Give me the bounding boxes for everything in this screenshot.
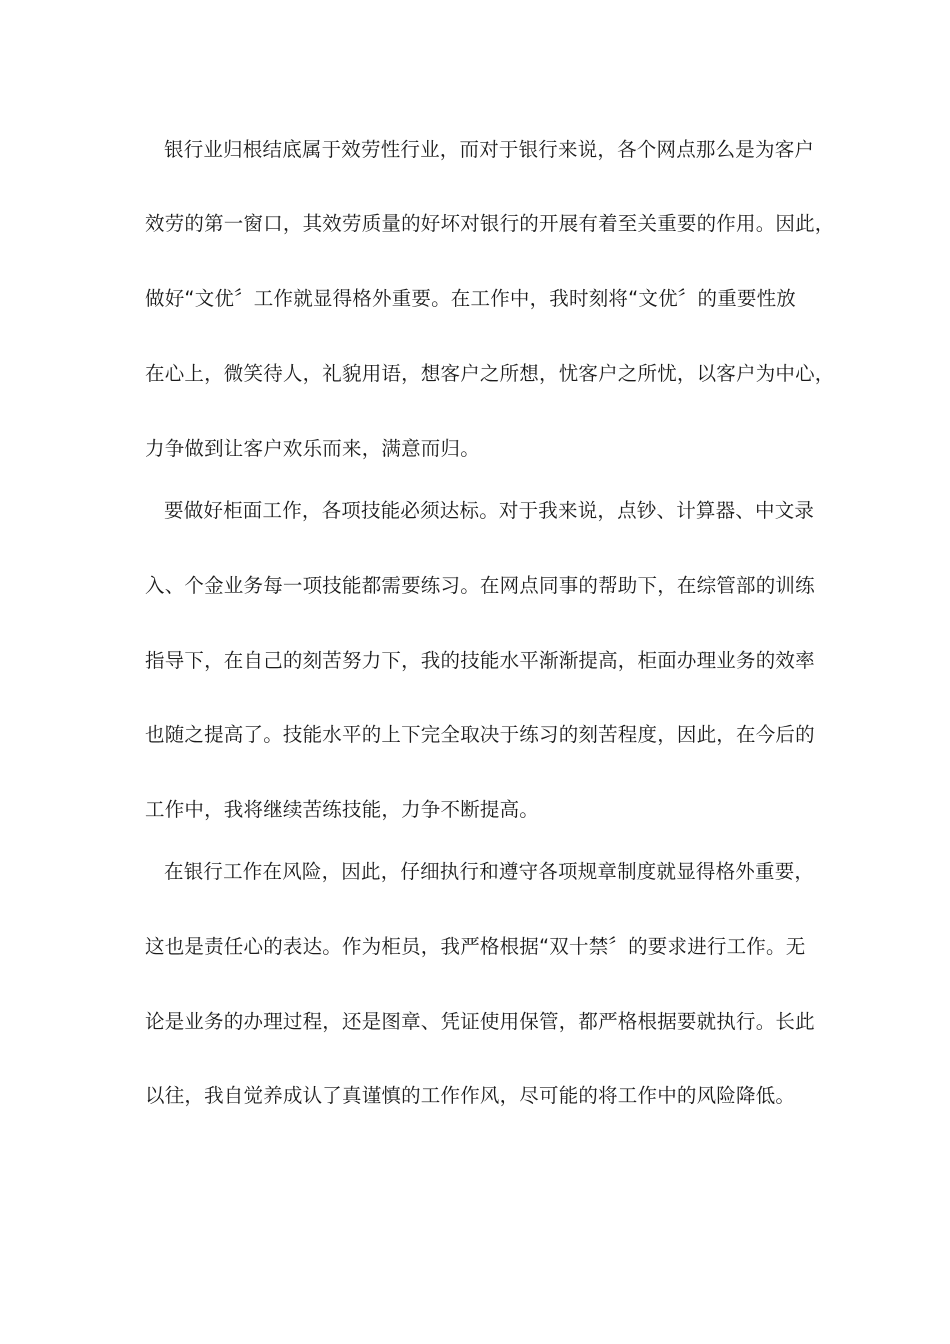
paragraph-1-line-3: 做好“文优〞工作就显得格外重要。在工作中，我时刻将“文优〞的重要性放 (145, 287, 797, 310)
paragraph-2-line-2: 入、个金业务每一项技能都需要练习。在网点同事的帮助下，在综管部的训练 (145, 574, 815, 597)
paragraph-3-line-4: 以往，我自觉养成认了真谨慎的工作作风，尽可能的将工作中的风险降低。 (145, 1084, 796, 1107)
paragraph-3-line-2: 这也是责任心的表达。作为柜员，我严格根据“双十禁〞的要求进行工作。无 (145, 935, 806, 958)
paragraph-1-line-2: 效劳的第一窗口，其效劳质量的好坏对银行的开展有着至关重要的作用。因此， (145, 212, 835, 235)
paragraph-2-line-1: 要做好柜面工作，各项技能必须达标。对于我来说，点钞、计算器、中文录 (164, 499, 815, 522)
paragraph-2-line-4: 也随之提高了。技能水平的上下完全取决于练习的刻苦程度，因此，在今后的 (145, 723, 815, 746)
paragraph-2-line-5: 工作中，我将继续苦练技能，力争不断提高。 (145, 798, 540, 821)
paragraph-3-line-1: 在银行工作在风险，因此，仔细执行和遵守各项规章制度就显得格外重要， (164, 860, 815, 883)
paragraph-1-line-5: 力争做到让客户欢乐而来，满意而归。 (145, 437, 480, 460)
paragraph-2-line-3: 指导下，在自己的刻苦努力下，我的技能水平渐渐提高，柜面办理业务的效率 (145, 649, 815, 672)
paragraph-1-line-4: 在心上，微笑待人，礼貌用语，想客户之所想，忧客户之所忧，以客户为中心， (145, 362, 835, 385)
paragraph-3-line-3: 论是业务的办理过程，还是图章、凭证使用保管，都严格根据要就执行。长此 (145, 1010, 815, 1033)
paragraph-1-line-1: 银行业归根结底属于效劳性行业，而对于银行来说，各个网点那么是为客户 (164, 138, 815, 161)
